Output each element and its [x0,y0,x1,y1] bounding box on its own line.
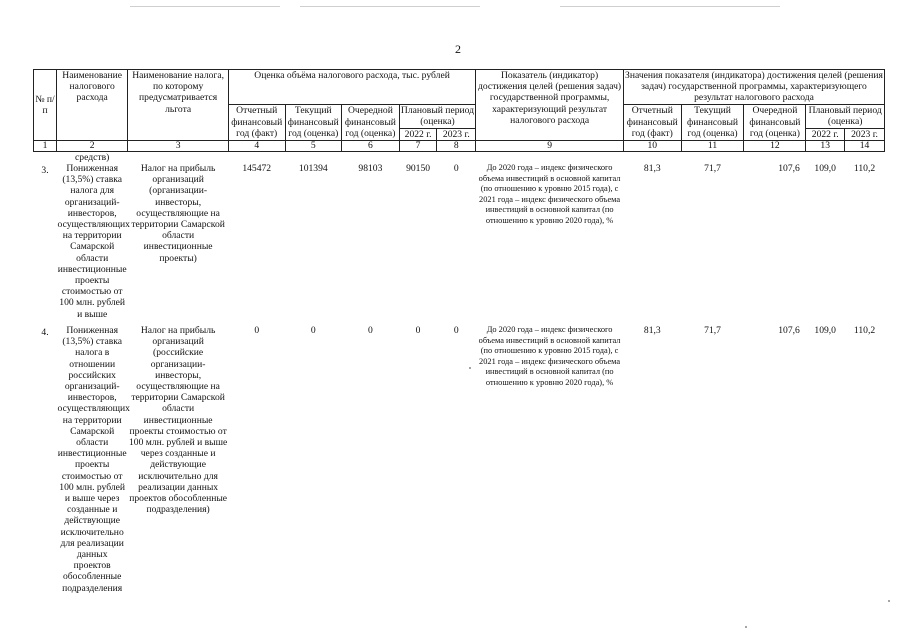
header-name: Наименование налогового расхода [57,70,128,141]
indicator-text: До 2020 года – индекс физического объема инвестиций в основной капитал (по отношению к уровню 2015 года), с 2021 года – индекс физического объема инвестиций в основной капитал (по отношению к уровню 2020 года), % [478,325,621,387]
column-number: 10 [623,140,681,151]
table-row [34,163,885,325]
est-current: 101394 [298,163,328,175]
column-number: 3 [128,140,229,151]
column-number: 13 [806,140,845,151]
est-reporting: 145472 [242,163,272,175]
indicator-text: До 2020 года – индекс физического объема инвестиций в основной капитал (по отношению к уровню 2015 года), с 2021 года – индекс физического объема инвестиций в основной капитал (по отношению к уровню 2020 года), % [478,163,621,225]
header-est-year-2: 2023 г. [437,128,476,140]
scan-speck [469,367,471,369]
val-reporting: 81,3 [643,163,661,175]
est-plan-2022: 90150 [406,163,431,175]
header-est-reporting: Отчетный финансовый год (факт) [228,104,285,140]
val-current: 71,7 [704,325,721,337]
val-plan-2023: 110,2 [853,163,876,175]
column-number: 8 [437,140,476,151]
header-est-current: Текущий финансовый год (оценка) [285,104,342,140]
header-val-year-1: 2022 г. [806,128,845,140]
est-plan-2023: 0 [453,163,459,175]
scan-speck [888,600,890,602]
header-tax: Наименование налога, по которому предусматривается льгота [128,70,229,141]
val-current: 71,7 [704,163,721,175]
column-number: 9 [476,140,624,151]
row-number: 4. [41,327,49,339]
header-est-next: Очередной финансовый год (оценка) [342,104,400,140]
header-val-reporting: Отчетный финансовый год (факт) [623,104,681,140]
column-number: 7 [399,140,437,151]
column-number: 2 [57,140,128,151]
column-number: 14 [845,140,885,151]
header-estimate-group: Оценка объёма налогового расхода, тыс. рублей [228,70,475,105]
header-val-current: Текущий финансовый год (оценка) [681,104,744,140]
tax-benefit: Налог на прибыль организаций (российские организации-инвесторы, осуществляющие на территории Самарской области инвестиционные проекты стоимостью от 100 млн. рублей и выше через созданные и действующие исключительно для реализации данных проектов обособленные подразделения) [128,325,228,516]
est-next: 0 [368,325,373,337]
expense-name: Пониженная (13,5%) ставка налога в отношении российских организаций-инвесторов, осуществляющих на территории Самарской области инвестиционные проекты стоимостью от 100 млн. рублей и выше через созданные и действующие исключительно для реализации данных проектов обособленные подразделения [57,325,130,594]
column-number: 6 [342,140,400,151]
est-current: 0 [310,325,316,337]
est-plan-2022: 0 [415,325,421,337]
column-number: 11 [681,140,744,151]
val-next: 107,6 [778,163,800,175]
est-plan-2023: 0 [453,325,459,337]
scan-speck [745,626,747,628]
scan-line [130,6,280,7]
carry-over-text: средств) [75,151,110,163]
header-est-plan: Плановый период (оценка) [400,104,475,128]
scan-line [300,6,480,7]
val-plan-2023: 110,2 [853,325,876,337]
val-plan-2022: 109,0 [814,163,836,175]
column-number: 5 [285,140,342,151]
page-number: 2 [455,42,461,56]
est-next: 98103 [358,163,383,175]
header-val-next: Очередной финансовый год (оценка) [744,104,806,140]
column-number: 12 [744,140,806,151]
header-indicator: Показатель (индикатор) достижения целей (решения задач) государственной программы, характеризующий результат налогового расхода [476,70,624,141]
column-number: 1 [34,140,57,151]
header-number: № п/п [34,70,57,141]
val-plan-2022: 109,0 [814,325,836,337]
tax-benefit: Налог на прибыль организаций (организации-инвесторы, осуществляющие на территории Самарской области инвестиционные проекты) [131,163,225,264]
header-val-year-2: 2023 г. [845,128,885,140]
header-values-group: Значения показателя (индикатора) достижения целей (решения задач) государственной программы, характеризующего результат налогового расхода [625,70,883,104]
expense-name: Пониженная (13,5%) ставка налога для организаций-инвесторов, осуществляющих на территории Самарской области инвестиционные проекты стоимостью от 100 млн. рублей и выше [57,163,130,320]
row-number: 3. [41,165,49,177]
table-row [34,325,885,594]
header-val-plan: Плановый период (оценка) [806,104,885,128]
scan-line [560,6,780,7]
est-reporting: 0 [254,325,260,337]
val-next: 107,6 [778,325,800,337]
val-reporting: 81,3 [643,325,661,337]
column-number-row [34,140,885,151]
column-number: 4 [228,140,285,151]
header-est-year-1: 2022 г. [399,128,437,140]
tax-expenditure-table [33,69,885,594]
